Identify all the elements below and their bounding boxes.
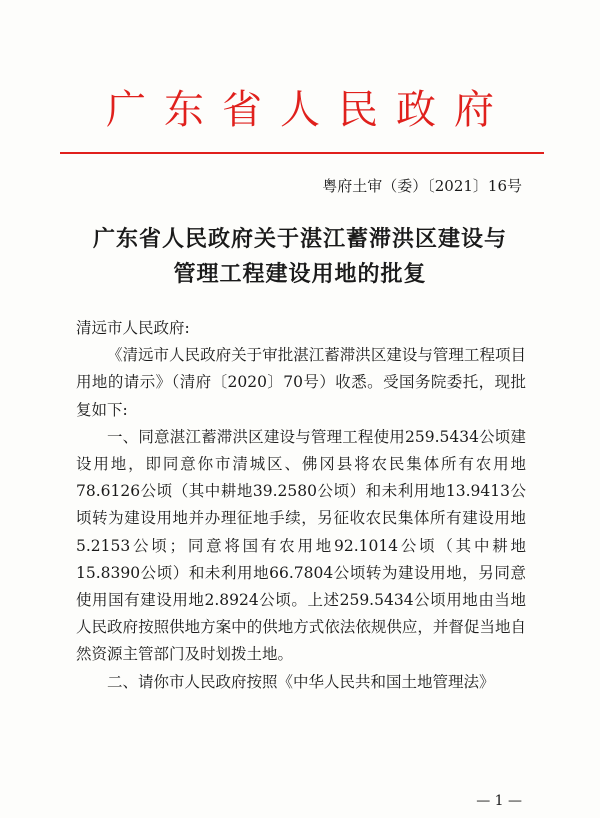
paragraph-1: 《清远市人民政府关于审批湛江蓄滞洪区建设与管理工程项目用地的请示》（清府〔2020〕70号）收悉。受国务院委托，现批复如下: bbox=[76, 346, 526, 419]
title-line-2: 管理工程建设用地的批复 bbox=[173, 261, 427, 287]
document-number: 粤府土审（委）〔2021〕16号 bbox=[322, 177, 522, 195]
issuing-authority-header: 广东省人民政府 bbox=[106, 87, 512, 133]
page-number: — 1 — bbox=[476, 793, 522, 809]
salutation: 清远市人民政府: bbox=[76, 319, 190, 337]
document-body bbox=[76, 315, 526, 696]
paragraph-3: 二、请你市人民政府按照《中华人民共和国土地管理法》 bbox=[107, 672, 495, 691]
title-line-1: 广东省人民政府关于湛江蓄滞洪区建设与 bbox=[92, 226, 507, 252]
paragraph-2: 一、同意湛江蓄滞洪区建设与管理工程使用259.5434公顷建设用地，即同意你市清城区、佛冈县将农民集体所有农用地78.6126公顷（其中耕地39.2580公顷）和未利用地13.9413公顷转为建设用地并办理征地手续，另征收农民集体所有建设用地5.2153公顷；同意将国有农用地92.1014公顷（其中耕地15.8390公顷）和未利用地66.7804公顷转为建设用地，另同意使用国有建设用地2.8924公顷。上述259.5434公顷用地由当地人民政府按照供地方案中的供地方式依法依规供应，并督促当地自然资源主管部门及时划拨土地。 bbox=[76, 427, 526, 664]
document-title bbox=[0, 222, 600, 292]
red-divider-line bbox=[60, 152, 544, 154]
